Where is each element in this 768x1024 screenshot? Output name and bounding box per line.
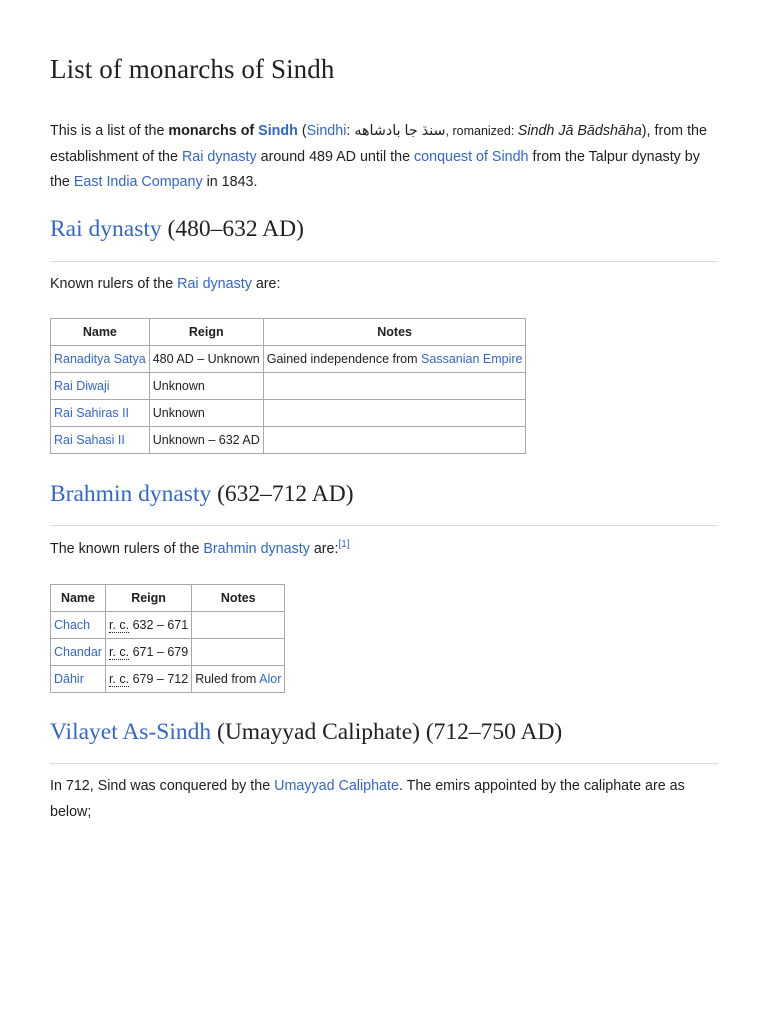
rai-dynasty-link[interactable]: Rai dynasty bbox=[181, 148, 257, 165]
intro-text: This is a list of the bbox=[50, 123, 169, 139]
vilayet-as-sindh-heading-link[interactable]: Vilayet As-Sindh bbox=[50, 719, 212, 745]
notes-cell bbox=[263, 373, 526, 400]
lead-text: are: bbox=[251, 276, 281, 292]
intro-text: by the bbox=[50, 148, 700, 190]
ruler-name-link[interactable]: Chach bbox=[54, 618, 91, 632]
reign-cell: Unknown bbox=[149, 373, 263, 400]
reign-cell: Unknown bbox=[149, 400, 263, 427]
romanized-name: Sindh Jā Bādshāha bbox=[517, 123, 642, 139]
intro-text: from the bbox=[528, 148, 589, 165]
table-row bbox=[51, 346, 526, 373]
notes-text: Ruled from bbox=[195, 672, 260, 686]
reign-cell: Unknown – 632 AD bbox=[149, 427, 263, 454]
brahmin-dynasty-heading-link[interactable]: Brahmin dynasty bbox=[50, 481, 212, 507]
intro-text: ( bbox=[297, 123, 307, 139]
lead-text: Known rulers of the bbox=[50, 276, 178, 292]
reign-cell: 480 AD – Unknown bbox=[149, 346, 263, 373]
table-row bbox=[51, 666, 285, 693]
section-divider bbox=[50, 525, 718, 526]
column-header-name: Name bbox=[51, 585, 106, 612]
conquest-of-sindh-link[interactable]: conquest of Sindh bbox=[414, 148, 529, 165]
reign-years: 671 – 679 bbox=[129, 645, 189, 659]
lead-text: are: bbox=[309, 541, 339, 557]
intro-text: in 1843. bbox=[202, 174, 258, 190]
ruler-name-link[interactable]: Rai Sahiras II bbox=[54, 406, 130, 420]
reign-cell bbox=[105, 612, 191, 639]
rai-dynasty-link[interactable]: Rai dynasty bbox=[177, 276, 252, 292]
east-india-company-link[interactable]: East India Company bbox=[73, 174, 203, 190]
intro-text: ), from the establishment of the bbox=[50, 123, 707, 165]
sindhi-language-link[interactable]: Sindhi bbox=[306, 123, 347, 139]
reign-abbreviation[interactable]: r. c. bbox=[108, 645, 130, 659]
table-row bbox=[51, 427, 526, 454]
intro-paragraph bbox=[50, 119, 718, 196]
umayyad-caliphate-link[interactable]: Umayyad Caliphate bbox=[274, 778, 399, 794]
umayyad-paragraph bbox=[50, 774, 718, 825]
table-row bbox=[51, 373, 526, 400]
notes-cell bbox=[192, 666, 285, 693]
notes-cell bbox=[263, 346, 526, 373]
table-header-row bbox=[51, 585, 285, 612]
ruler-name-link[interactable]: Ranaditya Satya bbox=[54, 352, 146, 366]
lead-text: The known rulers of the bbox=[50, 541, 204, 557]
sassanian-empire-link[interactable]: Sassanian Empire bbox=[421, 352, 523, 366]
notes-cell bbox=[263, 427, 526, 454]
notes-cell bbox=[192, 612, 285, 639]
section-heading-dates: (480–632 AD) bbox=[161, 216, 304, 242]
intro-bold-text: monarchs of bbox=[168, 123, 259, 139]
column-header-reign: Reign bbox=[149, 319, 263, 346]
brahmin-rulers-table bbox=[50, 584, 285, 693]
reign-cell bbox=[105, 639, 191, 666]
reign-abbreviation[interactable]: r. c. bbox=[108, 672, 130, 686]
ruler-name-link[interactable]: Rai Sahasi II bbox=[54, 433, 125, 447]
romanized-label: , romanized: bbox=[445, 124, 518, 138]
reign-cell bbox=[105, 666, 191, 693]
reign-abbreviation[interactable]: r. c. bbox=[108, 618, 130, 632]
table-header-row bbox=[51, 319, 526, 346]
section-divider bbox=[50, 261, 718, 262]
table-row bbox=[51, 612, 285, 639]
table-row bbox=[51, 400, 526, 427]
rai-lead-paragraph bbox=[50, 272, 280, 298]
reign-years: 679 – 712 bbox=[129, 672, 189, 686]
section-divider bbox=[50, 763, 718, 764]
rai-dynasty-heading-link[interactable]: Rai dynasty bbox=[50, 216, 162, 242]
ruler-name-link[interactable]: Dāhir bbox=[54, 672, 84, 686]
intro-text: around 489 AD until the bbox=[256, 148, 415, 165]
column-header-reign: Reign bbox=[105, 585, 191, 612]
sindh-link[interactable]: Sindh bbox=[258, 123, 298, 139]
talpur-dynasty-link[interactable]: Talpur dynasty bbox=[588, 148, 681, 165]
brahmin-lead-paragraph bbox=[50, 537, 350, 563]
section-heading-rai bbox=[50, 216, 718, 243]
section-heading-brahmin bbox=[50, 481, 718, 508]
paragraph-text: . The emirs appointed by the caliphate are as below; bbox=[50, 778, 685, 820]
paragraph-text: In 712, Sind was conquered by the bbox=[50, 778, 275, 794]
table-row bbox=[51, 639, 285, 666]
brahmin-dynasty-link[interactable]: Brahmin dynasty bbox=[203, 541, 310, 557]
notes-cell bbox=[192, 639, 285, 666]
notes-cell bbox=[263, 400, 526, 427]
section-heading-dates: (632–712 AD) bbox=[211, 481, 354, 507]
rai-rulers-table bbox=[50, 318, 526, 454]
reign-years: 632 – 671 bbox=[129, 618, 189, 632]
ruler-name-link[interactable]: Chandar bbox=[54, 645, 102, 659]
sindhi-script-text: : سنڌ جا بادشاهه bbox=[346, 123, 446, 139]
notes-text: Gained independence from bbox=[266, 352, 422, 366]
section-heading-umayyad bbox=[50, 719, 718, 746]
column-header-notes: Notes bbox=[263, 319, 526, 346]
ruler-name-link[interactable]: Rai Diwaji bbox=[54, 379, 110, 393]
section-heading-dates: (Umayyad Caliphate) (712–750 AD) bbox=[211, 719, 563, 745]
page-title: List of monarchs of Sindh bbox=[50, 54, 335, 84]
reference-link[interactable]: [1] bbox=[338, 539, 350, 551]
column-header-notes: Notes bbox=[192, 585, 285, 612]
column-header-name: Name bbox=[51, 319, 150, 346]
alor-link[interactable]: Alor bbox=[259, 672, 282, 686]
